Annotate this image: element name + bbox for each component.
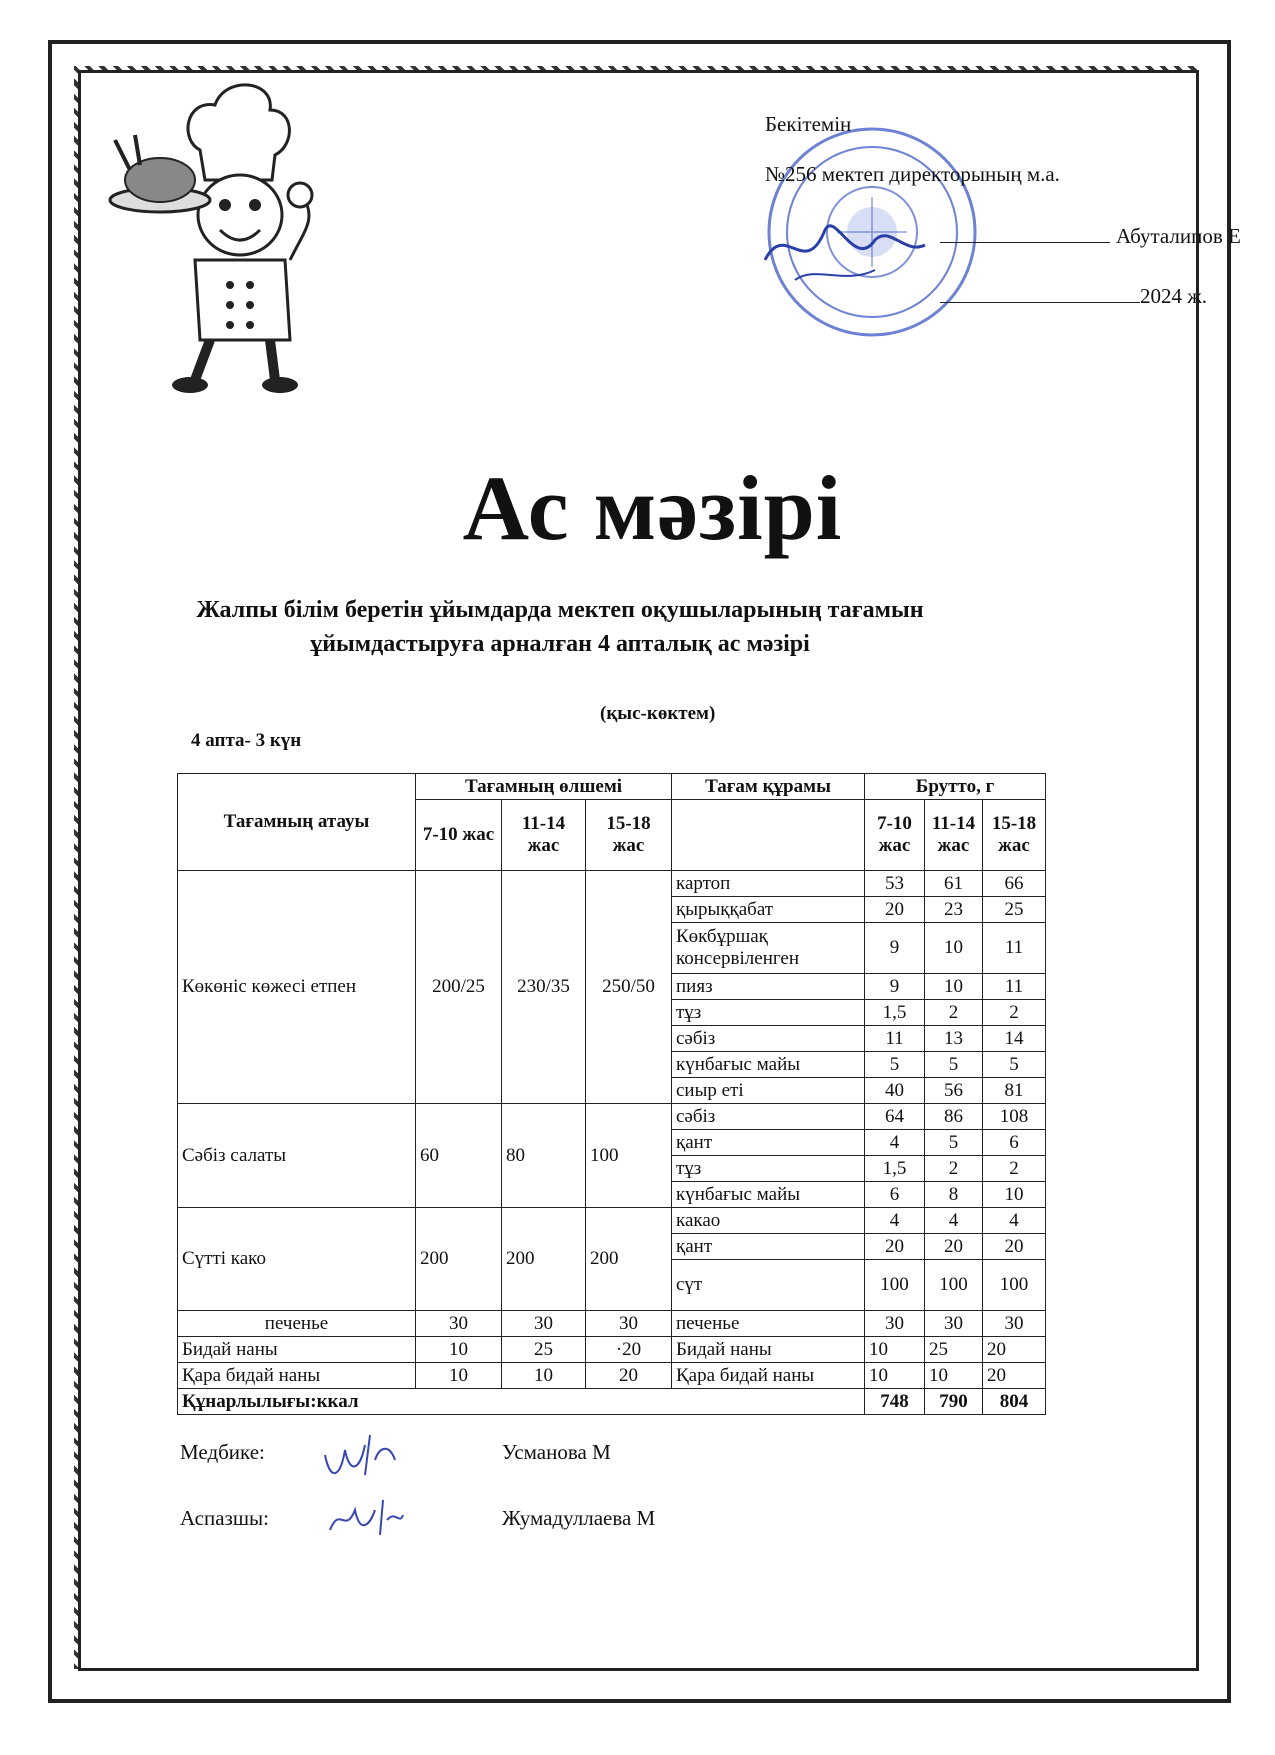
ingredient-value: 4: [865, 1208, 925, 1234]
dish-portion: 80: [502, 1104, 586, 1208]
ingredient-value: 2: [925, 1000, 983, 1026]
calories-value: 748: [865, 1389, 925, 1415]
ingredient-value: 4: [925, 1208, 983, 1234]
ingredient-value: 53: [865, 871, 925, 897]
chef-illustration: [100, 80, 320, 410]
ingredient-name: сиыр еті: [672, 1078, 865, 1104]
ingredient-value: 20: [865, 1234, 925, 1260]
ingredient-value: 10: [865, 1363, 925, 1389]
calories-row: [178, 1389, 1046, 1415]
header-composition-empty: [672, 800, 865, 871]
ingredient-value: 40: [865, 1078, 925, 1104]
approval-year: 2024 ж.: [1140, 284, 1208, 308]
ingredient-value: 8: [925, 1182, 983, 1208]
ingredient-value: 66: [983, 871, 1046, 897]
ingredient-name: қырыққабат: [672, 897, 865, 923]
page-subtitle: Жалпы білім беретін ұйымдарда мектеп оқушыларының тағамын ұйымдастыруға арналған 4 апталық ас мәзірі: [196, 597, 924, 657]
ingredient-value: 11: [983, 923, 1046, 974]
ingredient-value: 10: [925, 923, 983, 974]
table-row: [178, 1363, 1046, 1389]
ingredient-value: 20: [925, 1234, 983, 1260]
dish-portion: 60: [416, 1104, 502, 1208]
calories-label: Құнарлылығы:ккал: [178, 1389, 865, 1415]
ingredient-name: қант: [672, 1234, 865, 1260]
table-body: [178, 871, 1046, 1415]
ingredient-value: 100: [925, 1260, 983, 1311]
dish-portion: 230/35: [502, 871, 586, 1104]
nurse-row: [180, 1440, 265, 1465]
ingredient-name: сәбіз: [672, 1104, 865, 1130]
header-age-15-18: 15-18 жас: [586, 800, 672, 871]
ingredient-value: 1,5: [865, 1156, 925, 1182]
table-row: [178, 1104, 1046, 1130]
header-dish-name: Тағамның атауы: [178, 774, 416, 871]
ingredient-name: Бидай наны: [672, 1337, 865, 1363]
ingredient-value: 4: [983, 1208, 1046, 1234]
ingredient-name: пияз: [672, 974, 865, 1000]
ingredient-name: какао: [672, 1208, 865, 1234]
ingredient-value: 5: [865, 1052, 925, 1078]
dish-portion: 20: [586, 1363, 672, 1389]
director-signature: [755, 210, 935, 290]
ingredient-value: 25: [925, 1337, 983, 1363]
ingredient-name: қант: [672, 1130, 865, 1156]
ingredient-value: 2: [925, 1156, 983, 1182]
ingredient-name: картоп: [672, 871, 865, 897]
ingredient-name: Қара бидай наны: [672, 1363, 865, 1389]
ingredient-value: 14: [983, 1026, 1046, 1052]
header-portion-size: Тағамның өлшемі: [416, 774, 672, 800]
dish-portion: 200: [416, 1208, 502, 1311]
calories-value: 804: [983, 1389, 1046, 1415]
cook-signature: [325, 1495, 405, 1545]
ingredient-value: 56: [925, 1078, 983, 1104]
ingredient-value: 20: [983, 1234, 1046, 1260]
header-age-11-14: 11-14 жас: [502, 800, 586, 871]
ingredient-value: 23: [925, 897, 983, 923]
dish-portion: ·20: [586, 1337, 672, 1363]
ingredient-value: 11: [983, 974, 1046, 1000]
ingredient-value: 10: [983, 1182, 1046, 1208]
ingredient-name: сәбіз: [672, 1026, 865, 1052]
header-brutto: Брутто, г: [865, 774, 1046, 800]
table-row: [178, 1208, 1046, 1234]
table-row: [178, 871, 1046, 897]
dish-portion: 100: [586, 1104, 672, 1208]
header-brutto-11-14: 11-14 жас: [925, 800, 983, 871]
day-label: 4 апта- 3 күн: [191, 730, 302, 751]
dish-portion: 250/50: [586, 871, 672, 1104]
dish-portion: 30: [586, 1311, 672, 1337]
dish-name: печенье: [178, 1311, 416, 1337]
ingredient-name: тұз: [672, 1156, 865, 1182]
approval-director-line: [940, 224, 1241, 248]
ingredient-value: 100: [865, 1260, 925, 1311]
season-label: (қыс-көктем): [600, 703, 716, 724]
dish-portion: 30: [502, 1311, 586, 1337]
ingredient-value: 108: [983, 1104, 1046, 1130]
ingredient-value: 20: [865, 897, 925, 923]
header-brutto-15-18: 15-18 жас: [983, 800, 1046, 871]
ingredient-value: 25: [983, 897, 1046, 923]
dish-name: Бидай наны: [178, 1337, 416, 1363]
header-brutto-7-10: 7-10 жас: [865, 800, 925, 871]
ingredient-value: 20: [983, 1363, 1046, 1389]
dish-portion: 10: [416, 1363, 502, 1389]
cook-row: [180, 1506, 269, 1531]
ingredient-value: 2: [983, 1000, 1046, 1026]
cook-name: Жумадуллаева М: [502, 1506, 656, 1530]
header-age-7-10: 7-10 жас: [416, 800, 502, 871]
table-row: [178, 1337, 1046, 1363]
ingredient-value: 10: [865, 1337, 925, 1363]
calories-value: 790: [925, 1389, 983, 1415]
ingredient-value: 2: [983, 1156, 1046, 1182]
ingredient-value: 86: [925, 1104, 983, 1130]
ingredient-value: 61: [925, 871, 983, 897]
header-composition: Тағам құрамы: [672, 774, 865, 800]
nurse-role: Медбике:: [180, 1440, 265, 1464]
table-row: [178, 1311, 1046, 1337]
dish-name: Сүтті како: [178, 1208, 416, 1311]
ingredient-value: 5: [925, 1130, 983, 1156]
ingredient-name: Көкбұршақ консервіленген: [672, 923, 865, 974]
ingredient-value: 4: [865, 1130, 925, 1156]
ingredient-value: 10: [925, 1363, 983, 1389]
ingredient-value: 5: [983, 1052, 1046, 1078]
dish-portion: 10: [416, 1337, 502, 1363]
ingredient-value: 11: [865, 1026, 925, 1052]
ingredient-name: күнбағыс майы: [672, 1182, 865, 1208]
ingredient-value: 6: [865, 1182, 925, 1208]
dish-portion: 200: [502, 1208, 586, 1311]
dish-portion: 200/25: [416, 871, 502, 1104]
menu-table: [177, 773, 1046, 1415]
ingredient-value: 100: [983, 1260, 1046, 1311]
ingredient-value: 5: [925, 1052, 983, 1078]
ingredient-value: 1,5: [865, 1000, 925, 1026]
dish-portion: 200: [586, 1208, 672, 1311]
ingredient-value: 30: [925, 1311, 983, 1337]
approval-position: №256 мектеп директорының м.а.: [765, 162, 1060, 186]
ingredient-value: 64: [865, 1104, 925, 1130]
ingredient-name: күнбағыс майы: [672, 1052, 865, 1078]
director-name: Абуталипов Е: [1116, 224, 1241, 248]
ingredient-value: 30: [865, 1311, 925, 1337]
ingredient-value: 81: [983, 1078, 1046, 1104]
ingredient-value: 9: [865, 974, 925, 1000]
dish-name: Көкөніс көжесі етпен: [178, 871, 416, 1104]
ingredient-value: 6: [983, 1130, 1046, 1156]
ingredient-name: печенье: [672, 1311, 865, 1337]
ingredient-value: 9: [865, 923, 925, 974]
ingredient-value: 13: [925, 1026, 983, 1052]
dish-portion: 10: [502, 1363, 586, 1389]
table-header-row: [178, 774, 1046, 800]
dish-portion: 25: [502, 1337, 586, 1363]
dish-name: Қара бидай наны: [178, 1363, 416, 1389]
ingredient-value: 10: [925, 974, 983, 1000]
nurse-signature: [320, 1425, 400, 1485]
ingredient-name: сүт: [672, 1260, 865, 1311]
cook-role: Аспазшы:: [180, 1506, 269, 1530]
ingredient-value: 30: [983, 1311, 1046, 1337]
ingredient-name: тұз: [672, 1000, 865, 1026]
ingredient-value: 20: [983, 1337, 1046, 1363]
nurse-name: Усманова М: [502, 1440, 611, 1464]
dish-name: Сәбіз салаты: [178, 1104, 416, 1208]
approval-label: Бекітемін: [765, 112, 852, 136]
approval-date-line: [940, 284, 1207, 308]
dish-portion: 30: [416, 1311, 502, 1337]
page-title: Ас мәзірі: [462, 457, 843, 559]
